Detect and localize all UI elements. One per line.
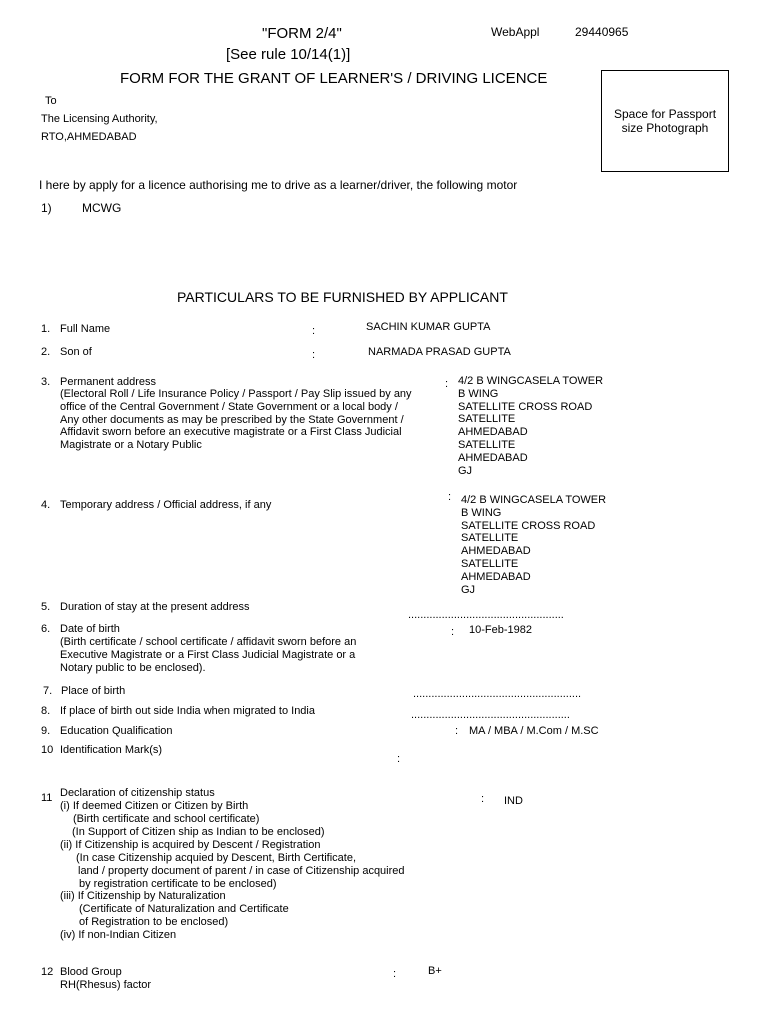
vehicle-class: MCWG (82, 201, 122, 215)
education-label: Education Qualification (60, 725, 173, 737)
colon: : (451, 626, 455, 638)
intro-text: I here by apply for a licence authorising me to drive as a learner/driver, the following motor (39, 178, 518, 192)
citizenship-note: (In case Citizenship acquied by Descent, Birth Certificate, (76, 852, 357, 864)
date-of-birth-note: (Birth certificate / school certificate / affidavit sworn before an Executive Magistrate or a First Class Judicial Magistrate or a Notary public to be enclosed). (60, 636, 357, 674)
form-number: "FORM 2/4" (262, 25, 342, 42)
citizenship-option: (i) If deemed Citizen or Citizen by Birth (60, 800, 249, 812)
colon: : (455, 725, 459, 737)
colon: : (393, 968, 397, 980)
item-number: 1. (41, 323, 51, 335)
citizenship-note: by registration certificate to be enclosed) (79, 878, 277, 890)
item-number: 8. (41, 705, 51, 717)
migration-blank: .................................................... (411, 709, 570, 721)
item-number: 5. (41, 601, 51, 613)
form-title: FORM FOR THE GRANT OF LEARNER'S / DRIVING LICENCE (120, 70, 548, 87)
item-number: 9. (41, 725, 51, 737)
colon: : (397, 753, 401, 765)
temporary-address-value: 4/2 B WINGCASELA TOWER B WING SATELLITE CROSS ROAD SATELLITE AHMEDABAD SATELLITE AHMEDABAD GJ (461, 494, 607, 596)
addressee-rto: RTO,AHMEDABAD (41, 131, 137, 143)
full-name-value: SACHIN KUMAR GUPTA (366, 321, 491, 333)
rh-factor-label: RH(Rhesus) factor (60, 979, 152, 991)
blood-group-label: Blood Group (60, 966, 122, 978)
full-name-label: Full Name (60, 323, 111, 335)
place-of-birth-label: Place of birth (61, 685, 126, 697)
addressee-authority: The Licensing Authority, (41, 113, 158, 125)
place-of-birth-blank: ....................................................... (413, 688, 582, 700)
permanent-address-value: 4/2 B WINGCASELA TOWER B WING SATELLITE CROSS ROAD SATELLITE AHMEDABAD SATELLITE AHMEDABAD GJ (458, 375, 604, 477)
duration-of-stay-blank: ................................................... (408, 609, 564, 621)
duration-of-stay-label: Duration of stay at the present address (60, 601, 250, 613)
item-number: 4. (41, 499, 51, 511)
citizenship-option: (ii) If Citizenship is acquired by Descent / Registration (60, 839, 321, 851)
date-of-birth-label: Date of birth (60, 623, 120, 635)
item-number: 11 (41, 792, 53, 804)
rule-reference: [See rule 10/14(1)] (226, 46, 351, 63)
migration-label: If place of birth out side India when migrated to India (60, 705, 315, 717)
citizenship-note: (Certificate of Naturalization and Certificate (79, 903, 289, 915)
date-of-birth-value: 10-Feb-1982 (469, 624, 532, 636)
section-title: PARTICULARS TO BE FURNISHED BY APPLICANT (177, 289, 508, 305)
item-number: 2. (41, 346, 51, 358)
colon: : (481, 793, 485, 805)
item-number: 6. (41, 623, 51, 635)
blood-group-value: B+ (428, 965, 442, 977)
education-value: MA / MBA / M.Com / M.SC (469, 725, 599, 737)
citizenship-note: (In Support of Citizen ship as Indian to be enclosed) (72, 826, 325, 838)
son-of-label: Son of (60, 346, 92, 358)
vehicle-number: 1) (41, 201, 52, 215)
citizenship-note: of Registration to be enclosed) (79, 916, 229, 928)
colon: : (445, 378, 449, 390)
webappl-number: 29440965 (575, 25, 629, 39)
colon: : (312, 325, 316, 337)
item-number: 7. (43, 685, 53, 697)
item-number: 10 (41, 744, 54, 756)
photo-placeholder-text: Space for Passport size Photograph (613, 107, 717, 135)
permanent-address-note: (Electoral Roll / Life Insurance Policy / Passport / Pay Slip issued by any office of the Central Government / State Government or a local body / Any other documents as may be prescribed by the State Government / Affidavit sworn before an executive magistrate or a First Class Judicial Magistrate or a Notary Public (60, 388, 412, 452)
citizenship-note: (Birth certificate and school certificate) (73, 813, 260, 825)
citizenship-label: Declaration of citizenship status (60, 787, 215, 799)
citizenship-value: IND (504, 795, 523, 807)
citizenship-option: (iv) If non-Indian Citizen (60, 929, 177, 941)
son-of-value: NARMADA PRASAD GUPTA (368, 346, 511, 358)
colon: : (448, 491, 452, 503)
photo-placeholder-box (601, 70, 729, 172)
citizenship-note: land / property document of parent / in case of Citizenship acquired (78, 865, 405, 877)
webappl-label: WebAppl (491, 25, 540, 39)
item-number: 12 (41, 966, 54, 978)
citizenship-option: (iii) If Citizenship by Naturalization (60, 890, 226, 902)
addressee-to: To (45, 95, 57, 107)
temporary-address-label: Temporary address / Official address, if any (60, 499, 272, 511)
colon: : (312, 349, 316, 361)
identification-marks-label: Identification Mark(s) (60, 744, 163, 756)
item-number: 3. (41, 376, 51, 388)
permanent-address-label: Permanent address (60, 376, 156, 388)
